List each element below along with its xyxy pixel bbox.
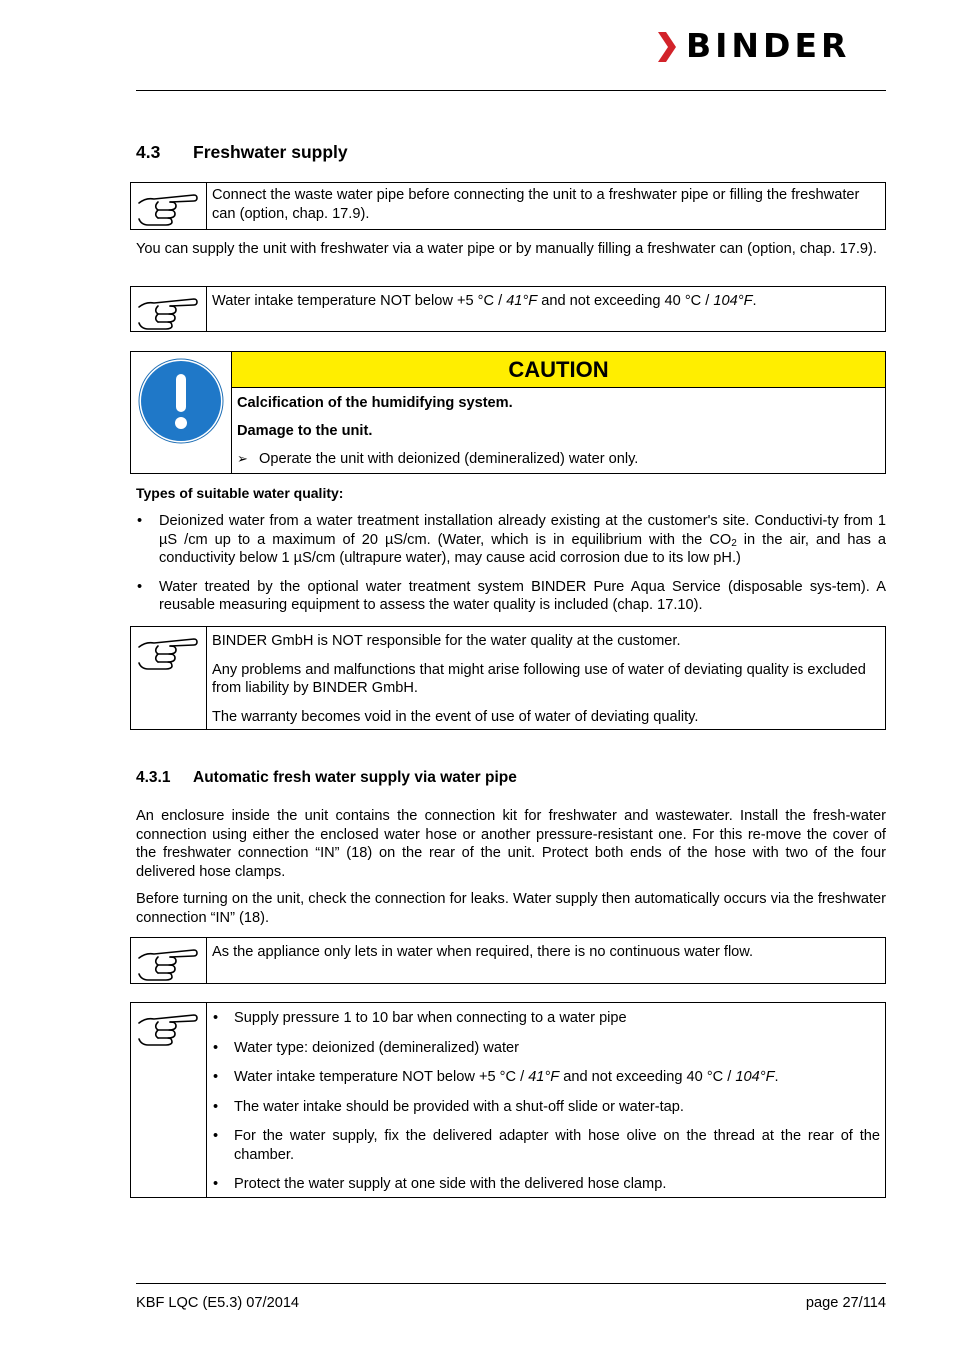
list-item: • Water type: deionized (demineralized) water [212, 1039, 880, 1058]
section-number: 4.3 [136, 142, 161, 162]
list-item-text: Deionized water from a water treatment installation already existing at the customer's site. Conductivi-ty from 1 µS /cm up to a maximum of 20 µS/cm. (Water, which is in equilibrium with the CO [159, 513, 886, 548]
caution-action-text: Operate the unit with deionized (demineralized) water only. [259, 451, 639, 467]
note-box-intake-temperature [130, 286, 886, 332]
subscript: 2 [731, 537, 737, 549]
caution-hazard: Calcification of the humidifying system. [237, 395, 513, 411]
note-box-waste-pipe [130, 182, 886, 230]
note-text-part: . [752, 293, 757, 309]
note-icon-cell [131, 183, 207, 229]
footer-document-id: KBF LQC (E5.3) 07/2014 [136, 1295, 300, 1311]
fahrenheit-value: 104°F [713, 293, 753, 309]
note-paragraph: BINDER GmbH is NOT responsible for the water quality at the customer. [212, 633, 681, 649]
list-item-text: in the air, and has a conductivity below 1 µS/cm (ultrapure water), may cause acid corrosion due to its low pH.) [159, 531, 886, 566]
footer-rule [136, 1283, 886, 1284]
logo-arrow-icon [656, 32, 682, 62]
installation-paragraph: An enclosure inside the unit contains the connection kit for freshwater and wastewater. Install the fresh-water connection using either the enclosed water hose or another pressure-resistant one. For this re-move the cover of the freshwater connection “IN” (18) on the rear of the unit. Protect both ends of the hose with two of the four delivered hose clamps. [136, 808, 886, 880]
pointing-hand-icon [136, 189, 200, 229]
note-text-part: Water intake temperature NOT below +5 °C / [212, 293, 507, 309]
note-icon-cell [131, 938, 207, 983]
pointing-hand-icon [136, 944, 200, 984]
note-text: Connect the waste water pipe before connecting the unit to a freshwater pipe or filling the freshwater can (option, chap. 17.9). [212, 187, 860, 222]
list-item-text: and not exceeding 40 °C / [559, 1069, 736, 1085]
note-box-liability [130, 626, 886, 730]
section-heading [136, 141, 348, 163]
leak-check-paragraph: Before turning on the unit, check the connection for leaks. Water supply then automatically occurs via the freshwater connection “IN” (18). [136, 891, 886, 926]
requirements-list [212, 1009, 880, 1194]
note-paragraph: The warranty becomes void in the event of use of water of deviating quality. [212, 708, 699, 725]
footer-page-number: page 27/114 [805, 1295, 886, 1311]
note-text [207, 1003, 885, 1197]
water-quality-heading: Types of suitable water quality: [136, 485, 344, 501]
note-icon-cell [131, 1003, 207, 1197]
caution-box [130, 351, 886, 474]
list-item: • Protect the water supply at one side with the delivered hose clamp. [212, 1175, 880, 1194]
note-paragraph: Any problems and malfunctions that might arise following use of water of deviating quality is excluded from liability by BINDER GmbH. [212, 661, 866, 696]
note-text: As the appliance only lets in water when required, there is no continuous water flow. [212, 944, 754, 960]
caution-icon-cell [131, 352, 232, 473]
list-item-text: . [774, 1069, 779, 1085]
list-item: • Supply pressure 1 to 10 bar when connecting to a water pipe [212, 1009, 880, 1028]
fahrenheit-value: 41°F [506, 293, 538, 309]
subsection-heading [136, 768, 517, 788]
exclamation-mandatory-icon [138, 358, 224, 444]
fahrenheit-value: 41°F [528, 1069, 560, 1085]
subsection-number: 4.3.1 [136, 769, 171, 786]
list-item [136, 512, 886, 568]
header-rule [136, 90, 886, 91]
note-text [207, 287, 885, 331]
caution-consequence: Damage to the unit. [237, 423, 373, 439]
note-text-part: and not exceeding 40 °C / [537, 293, 714, 309]
list-item [212, 1068, 880, 1087]
section-title: Freshwater supply [193, 142, 348, 162]
logo-text: BINDER [686, 26, 851, 65]
list-item: • The water intake should be provided with a shut-off slide or water-tap. [212, 1098, 880, 1117]
list-item [136, 578, 886, 615]
binder-logo [656, 26, 888, 65]
list-item: • For the water supply, fix the delivered adapter with hose olive on the thread at the rear of the chamber. [212, 1127, 880, 1164]
list-item-text: Water treated by the optional water treatment system BINDER Pure Aqua Service (disposable sys-tem). A reusable measuring equipment to assess the water quality is included (chap. 17.10). [159, 578, 886, 613]
note-box-supply-requirements [130, 1002, 886, 1198]
pointing-hand-icon [136, 633, 200, 673]
list-item-text: Water intake temperature NOT below +5 °C / [234, 1069, 529, 1085]
subsection-title: Automatic fresh water supply via water pipe [193, 769, 517, 786]
fahrenheit-value: 104°F [735, 1069, 775, 1085]
note-box-water-flow [130, 937, 886, 984]
pointing-hand-icon [136, 1009, 200, 1049]
note-text [207, 627, 885, 729]
arrow-bullet-icon: ➢ [237, 452, 248, 467]
note-icon-cell [131, 287, 207, 331]
caution-heading: CAUTION [232, 352, 885, 388]
note-icon-cell [131, 627, 207, 729]
intro-paragraph: You can supply the unit with freshwater via a water pipe or by manually filling a freshwater can (option, chap. 17.9). [136, 241, 877, 257]
caution-action [237, 450, 638, 470]
pointing-hand-icon [136, 293, 200, 333]
water-quality-list [136, 512, 886, 625]
